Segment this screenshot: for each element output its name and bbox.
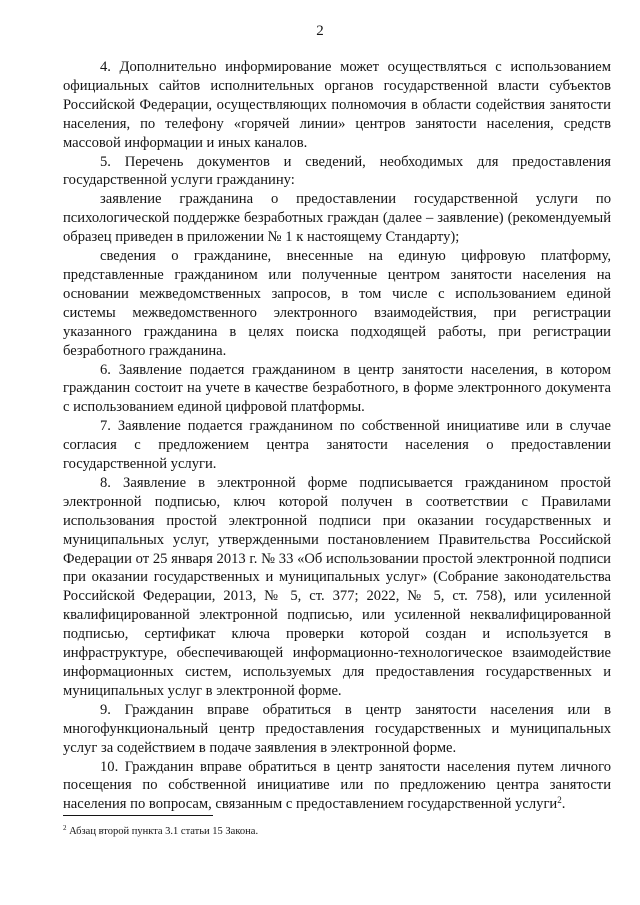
- page-number: 2: [316, 23, 324, 39]
- paragraph-9: 9. Гражданин вправе обратиться в центр занятости населения или в многофункциональный центр предоставления государственных и муниципальных услуг за содействием в подаче заявления в электронной форме.: [63, 701, 611, 756]
- paragraph-8: 8. Заявление в электронной форме подписывается гражданином простой электронной подписью, ключ которой получен в соответствии с Правилами использования простой электронной подписи при оказании государственных и муниципальных услуг, утвержденными постановлением Правительства Российской Федерации от 25 января 2013 г. № 33 «Об использовании простой электронной подписи при оказании государственных и муниципальных услуг» (Собрание законодательства Российской Федерации, 2013, № 5, ст. 377; 2022, № 5, ст. 758), или усиленной квалифицированной электронной подписью, или усиленной неквалифицированной подписью, сертификат ключа проверки которой создан и используется в инфраструктуре, обеспечивающей информационно-технологическое взаимодействие информационных систем, используемых для предоставления государственных и муниципальных услуг в электронной форме.: [63, 474, 611, 699]
- paragraph-5: 5. Перечень документов и сведений, необходимых для предоставления государственной услуги гражданину:: [63, 153, 611, 189]
- paragraph-6: 6. Заявление подается гражданином в центр занятости населения, в котором гражданин состоит на учете в качестве безработного, в форме электронного документа с использованием единой цифровой платформы.: [63, 361, 611, 416]
- paragraph-5-item-citizen-info: сведения о гражданине, внесенные на единую цифровую платформу, представленные гражданином или полученные центром занятости населения на основании межведомственных запросов, в том числе с использованием единой системы межведомственного электронного взаимодействия, при регистрации указанного гражданина в целях поиска подходящей работы, при регистрации безработного гражданина.: [63, 248, 611, 359]
- document-body: [63, 58, 611, 814]
- footnote: [63, 825, 611, 838]
- paragraph-4: 4. Дополнительно информирование может осуществляться с использованием официальных сайтов исполнительных органов государственной власти субъектов Российской Федерации, осуществляющих полномочия в области содействия занятости населения, по телефону «горячей линии» центров занятости населения, средств массовой информации и иных каналов.: [63, 59, 611, 151]
- paragraph-10: 10. Гражданин вправе обратиться в центр занятости населения путем личного посещения по собственной инициативе или по предложению центра занятости населения по вопросам, связанным с предоставлением государственной услуги$^2$.: [63, 758, 611, 813]
- footnote-marker: 2: [63, 824, 67, 832]
- footnote-reference: 2: [557, 795, 562, 806]
- footnote-divider: [63, 815, 213, 816]
- footnote-text: Абзац второй пункта 3.1 статьи 15 Закона.: [66, 826, 259, 837]
- paragraph-7: 7. Заявление подается гражданином по собственной инициативе или в случае согласия с предложением центра занятости населения о предоставлении государственной услуги.: [63, 418, 611, 473]
- paragraph-5-item-application: заявление гражданина о предоставлении государственной услуги по психологической поддержке безработных граждан (далее – заявление) (рекомендуемый образец приведен в приложении № 1 к настоящему Стандарту);: [63, 191, 611, 246]
- paragraph-10-text: 10. Гражданин вправе обратиться в центр занятости населения путем личного посещения по собственной инициативе или по предложению центра занятости населения по вопросам, связанным с предоставлением государственной услуги: [63, 758, 611, 813]
